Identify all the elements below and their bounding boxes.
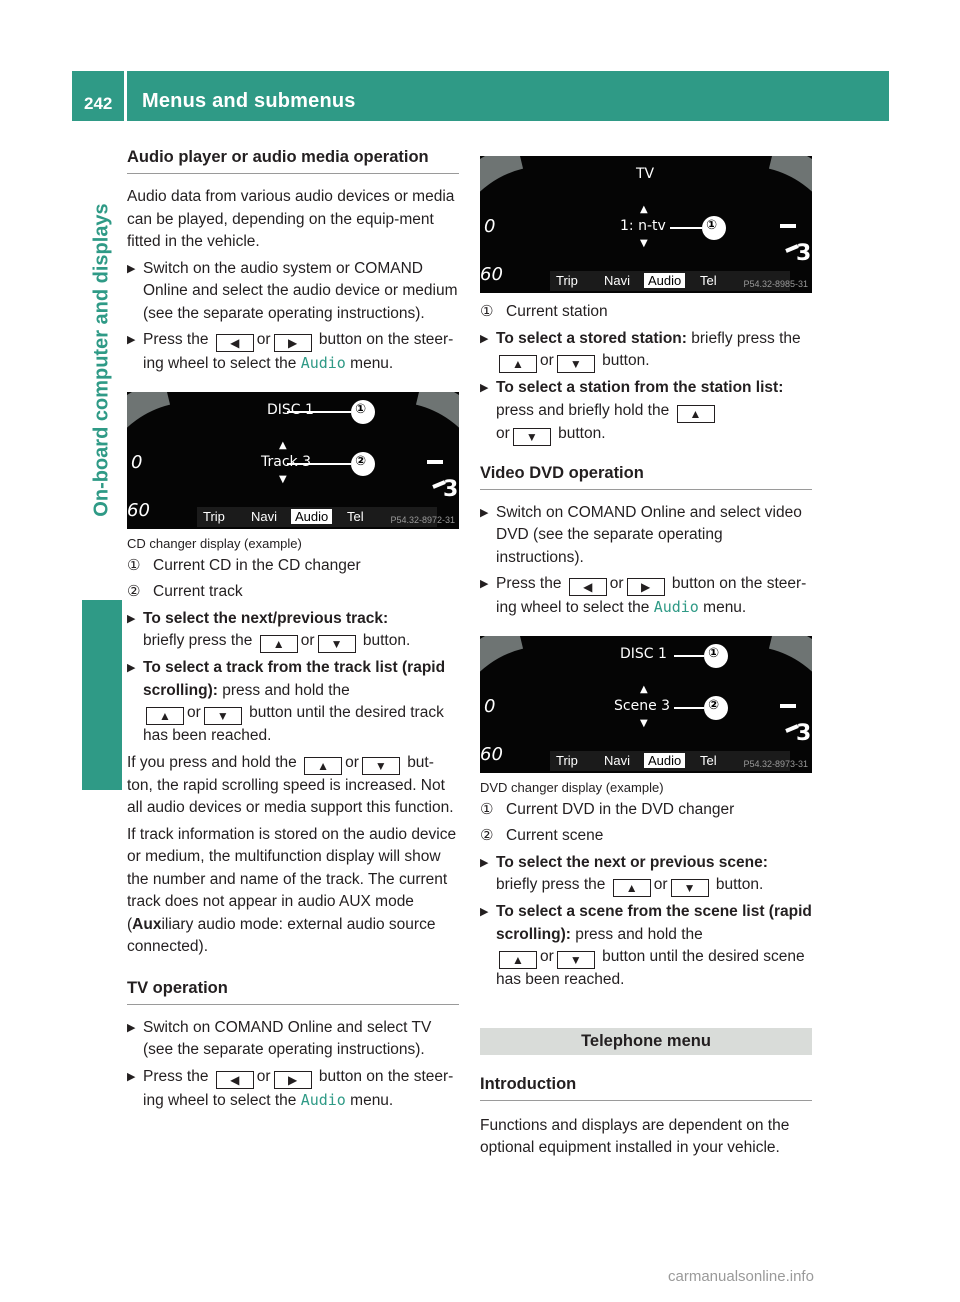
up-arrow-icon: ▲ bbox=[640, 204, 648, 215]
up-key-icon: ▲ bbox=[613, 879, 651, 897]
dvd-disc-line: DISC 1 bbox=[620, 645, 667, 662]
menu-tel: Tel bbox=[700, 273, 717, 288]
callout-1-marker: ① bbox=[706, 218, 718, 233]
menu-navi: Navi bbox=[604, 273, 631, 288]
menu-tel: Tel bbox=[700, 752, 717, 768]
cd-track-line: Track 3 bbox=[261, 453, 311, 470]
rapid-scroll-note: If you press and hold the ▲ or ▼ but-ton, the rapid scrolling speed is increased. Not all audio devices or media support this function. bbox=[127, 753, 454, 816]
up-arrow-icon: ▲ bbox=[640, 683, 648, 695]
scene-list-step: ▶ To select a scene from the scene list (rapid scrolling): press and hold the ▲ or ▼ button until the desired scene has been reached. bbox=[480, 901, 812, 992]
tv-step-1: ▶ Switch on COMAND Online and select TV (see the separate operating instructions). bbox=[127, 1017, 459, 1062]
menu-audio: Audio bbox=[291, 509, 332, 524]
menu-navi: Navi bbox=[251, 508, 278, 524]
tv-callout-1: ① Current station bbox=[480, 301, 812, 324]
gauge-number-0: 0 bbox=[131, 451, 143, 473]
up-key-icon: ▲ bbox=[146, 707, 184, 725]
right-key-icon: ▶ bbox=[274, 1071, 312, 1089]
callout-1-marker: ① bbox=[355, 401, 367, 417]
introduction-heading: Introduction bbox=[480, 1075, 812, 1101]
header-divider bbox=[124, 71, 127, 121]
gauge-number-60: 60 bbox=[127, 499, 150, 521]
audio-menu-label: Audio bbox=[653, 598, 699, 616]
callout-1: ① Current CD in the CD changer bbox=[127, 555, 459, 578]
up-arrow-icon: ▲ bbox=[279, 439, 287, 451]
gauge-number-3: 3 bbox=[796, 720, 812, 746]
menu-audio: Audio bbox=[644, 753, 685, 768]
menu-trip: Trip bbox=[556, 752, 578, 768]
callout-2-icon: ② bbox=[127, 583, 141, 600]
page-number: 242 bbox=[84, 94, 113, 113]
track-list-step: ▶ To select a track from the track list (rapid scrolling): press and hold the ▲ or ▼ button until the desired track has been reached. bbox=[127, 657, 459, 748]
dvd-step-1: ▶ Switch on COMAND Online and select video DVD (see the separate operating instructions). bbox=[480, 502, 812, 570]
next-scene-step: ▶ To select the next or previous scene: briefly press the ▲ or ▼ button. bbox=[480, 852, 812, 898]
down-key-icon: ▼ bbox=[671, 879, 709, 897]
callout-2: ② Current track bbox=[127, 581, 459, 604]
dvd-changer-display bbox=[480, 636, 812, 773]
audio-heading: Audio player or audio media operation bbox=[127, 148, 459, 174]
down-arrow-icon: ▼ bbox=[640, 238, 648, 249]
dvd-scene-line: Scene 3 bbox=[614, 697, 671, 714]
down-key-icon: ▼ bbox=[513, 428, 551, 446]
menu-navi: Navi bbox=[604, 752, 631, 768]
down-arrow-icon: ▼ bbox=[640, 717, 648, 729]
right-column bbox=[480, 148, 812, 1164]
gauge-number-3: 3 bbox=[796, 241, 812, 266]
tv-step-2: ▶ Press the ◀ or ▶ button on the steer-ing wheel to select the Audio menu. bbox=[127, 1066, 459, 1113]
tv-display bbox=[480, 156, 812, 293]
image-code: P54.32-8973-31 bbox=[743, 758, 808, 769]
image-code: P54.32-8972-31 bbox=[390, 514, 455, 525]
menu-tel: Tel bbox=[347, 508, 364, 524]
dvd-step-2: ▶ Press the ◀ or ▶ button on the steer-ing wheel to select the Audio menu. bbox=[480, 573, 812, 620]
side-tab-label: On-board computer and displays bbox=[90, 203, 113, 517]
callout-1-icon: ① bbox=[480, 303, 494, 320]
up-key-icon: ▲ bbox=[499, 355, 537, 373]
header-title: Menus and submenus bbox=[142, 90, 356, 112]
gauge-number-60: 60 bbox=[480, 743, 503, 765]
up-key-icon: ▲ bbox=[677, 405, 715, 423]
gauge-number-3: 3 bbox=[443, 476, 459, 502]
dvd-heading: Video DVD operation bbox=[480, 464, 812, 490]
up-key-icon: ▲ bbox=[304, 757, 342, 775]
dvd-caption: DVD changer display (example) bbox=[480, 779, 664, 795]
cd-disc-line: DISC 1 bbox=[267, 401, 314, 418]
up-key-icon: ▲ bbox=[499, 951, 537, 969]
callout-2-marker: ② bbox=[355, 453, 367, 469]
side-block bbox=[82, 600, 122, 790]
down-key-icon: ▼ bbox=[318, 635, 356, 653]
down-key-icon: ▼ bbox=[362, 757, 400, 775]
dvd-callout-1: ① Current DVD in the DVD changer bbox=[480, 799, 812, 822]
left-column bbox=[127, 148, 459, 1116]
gauge-number-0: 0 bbox=[484, 216, 496, 237]
callout-2-marker: ② bbox=[708, 697, 720, 713]
gauge-number-60: 60 bbox=[480, 264, 503, 285]
menu-audio: Audio bbox=[644, 273, 685, 288]
station-list-step: ▶ To select a station from the station list: press and briefly hold the ▲ or ▼ button. bbox=[480, 377, 812, 446]
callout-2-icon: ② bbox=[480, 827, 494, 844]
callout-1-icon: ① bbox=[480, 800, 494, 818]
callout-1-icon: ① bbox=[127, 556, 141, 574]
audio-intro: Audio data from various audio devices or media can be played, depending on the equip-ment fitted in the vehicle. bbox=[127, 188, 455, 250]
audio-step-1: ▶ Switch on the audio system or COMAND Online and select the audio device or medium (see the separate operating instructions). bbox=[127, 258, 459, 326]
tv-heading: TV operation bbox=[127, 979, 459, 1005]
dvd-callout-2: ② Current scene bbox=[480, 825, 812, 848]
watermark: carmanualsonline.info bbox=[668, 1268, 814, 1285]
tv-title: TV bbox=[636, 166, 655, 182]
stored-station-step: ▶ To select a stored station: briefly press the ▲ or ▼ button. bbox=[480, 328, 812, 374]
gauge-number-0: 0 bbox=[484, 695, 496, 717]
down-key-icon: ▼ bbox=[557, 355, 595, 373]
cd-changer-display bbox=[127, 392, 459, 529]
left-key-icon: ◀ bbox=[216, 334, 254, 352]
telephone-intro: Functions and displays are dependent on the optional equipment installed in your vehicle. bbox=[480, 1116, 790, 1156]
image-code: P54.32-8985-31 bbox=[743, 279, 808, 289]
menu-trip: Trip bbox=[556, 273, 578, 288]
left-key-icon: ◀ bbox=[216, 1071, 254, 1089]
audio-step-2: ▶ Press the ◀ or ▶ button on the steer-ing wheel to select the Audio menu. bbox=[127, 329, 459, 376]
callout-1-marker: ① bbox=[708, 645, 720, 661]
cd-caption: CD changer display (example) bbox=[127, 535, 302, 551]
telephone-menu-heading: Telephone menu bbox=[480, 1028, 812, 1055]
side-tab bbox=[82, 130, 122, 590]
left-key-icon: ◀ bbox=[569, 578, 607, 596]
down-key-icon: ▼ bbox=[204, 707, 242, 725]
next-track-step: ▶ To select the next/previous track: briefly press the ▲ or ▼ button. bbox=[127, 608, 459, 654]
down-arrow-icon: ▼ bbox=[279, 473, 287, 485]
right-key-icon: ▶ bbox=[627, 578, 665, 596]
menu-trip: Trip bbox=[203, 508, 225, 524]
audio-menu-label: Audio bbox=[300, 1090, 346, 1109]
up-key-icon: ▲ bbox=[260, 635, 298, 653]
track-info-note: If track information is stored on the audio device or medium, the multifunction display will show the number and name of the track. The current track does not appear in audio AUX mode (Auxiliary audio mode: external audio source connected). bbox=[127, 825, 457, 955]
down-key-icon: ▼ bbox=[557, 951, 595, 969]
right-key-icon: ▶ bbox=[274, 334, 312, 352]
audio-menu-label: Audio bbox=[300, 354, 346, 372]
tv-station-line: 1: n-tv bbox=[620, 218, 666, 234]
